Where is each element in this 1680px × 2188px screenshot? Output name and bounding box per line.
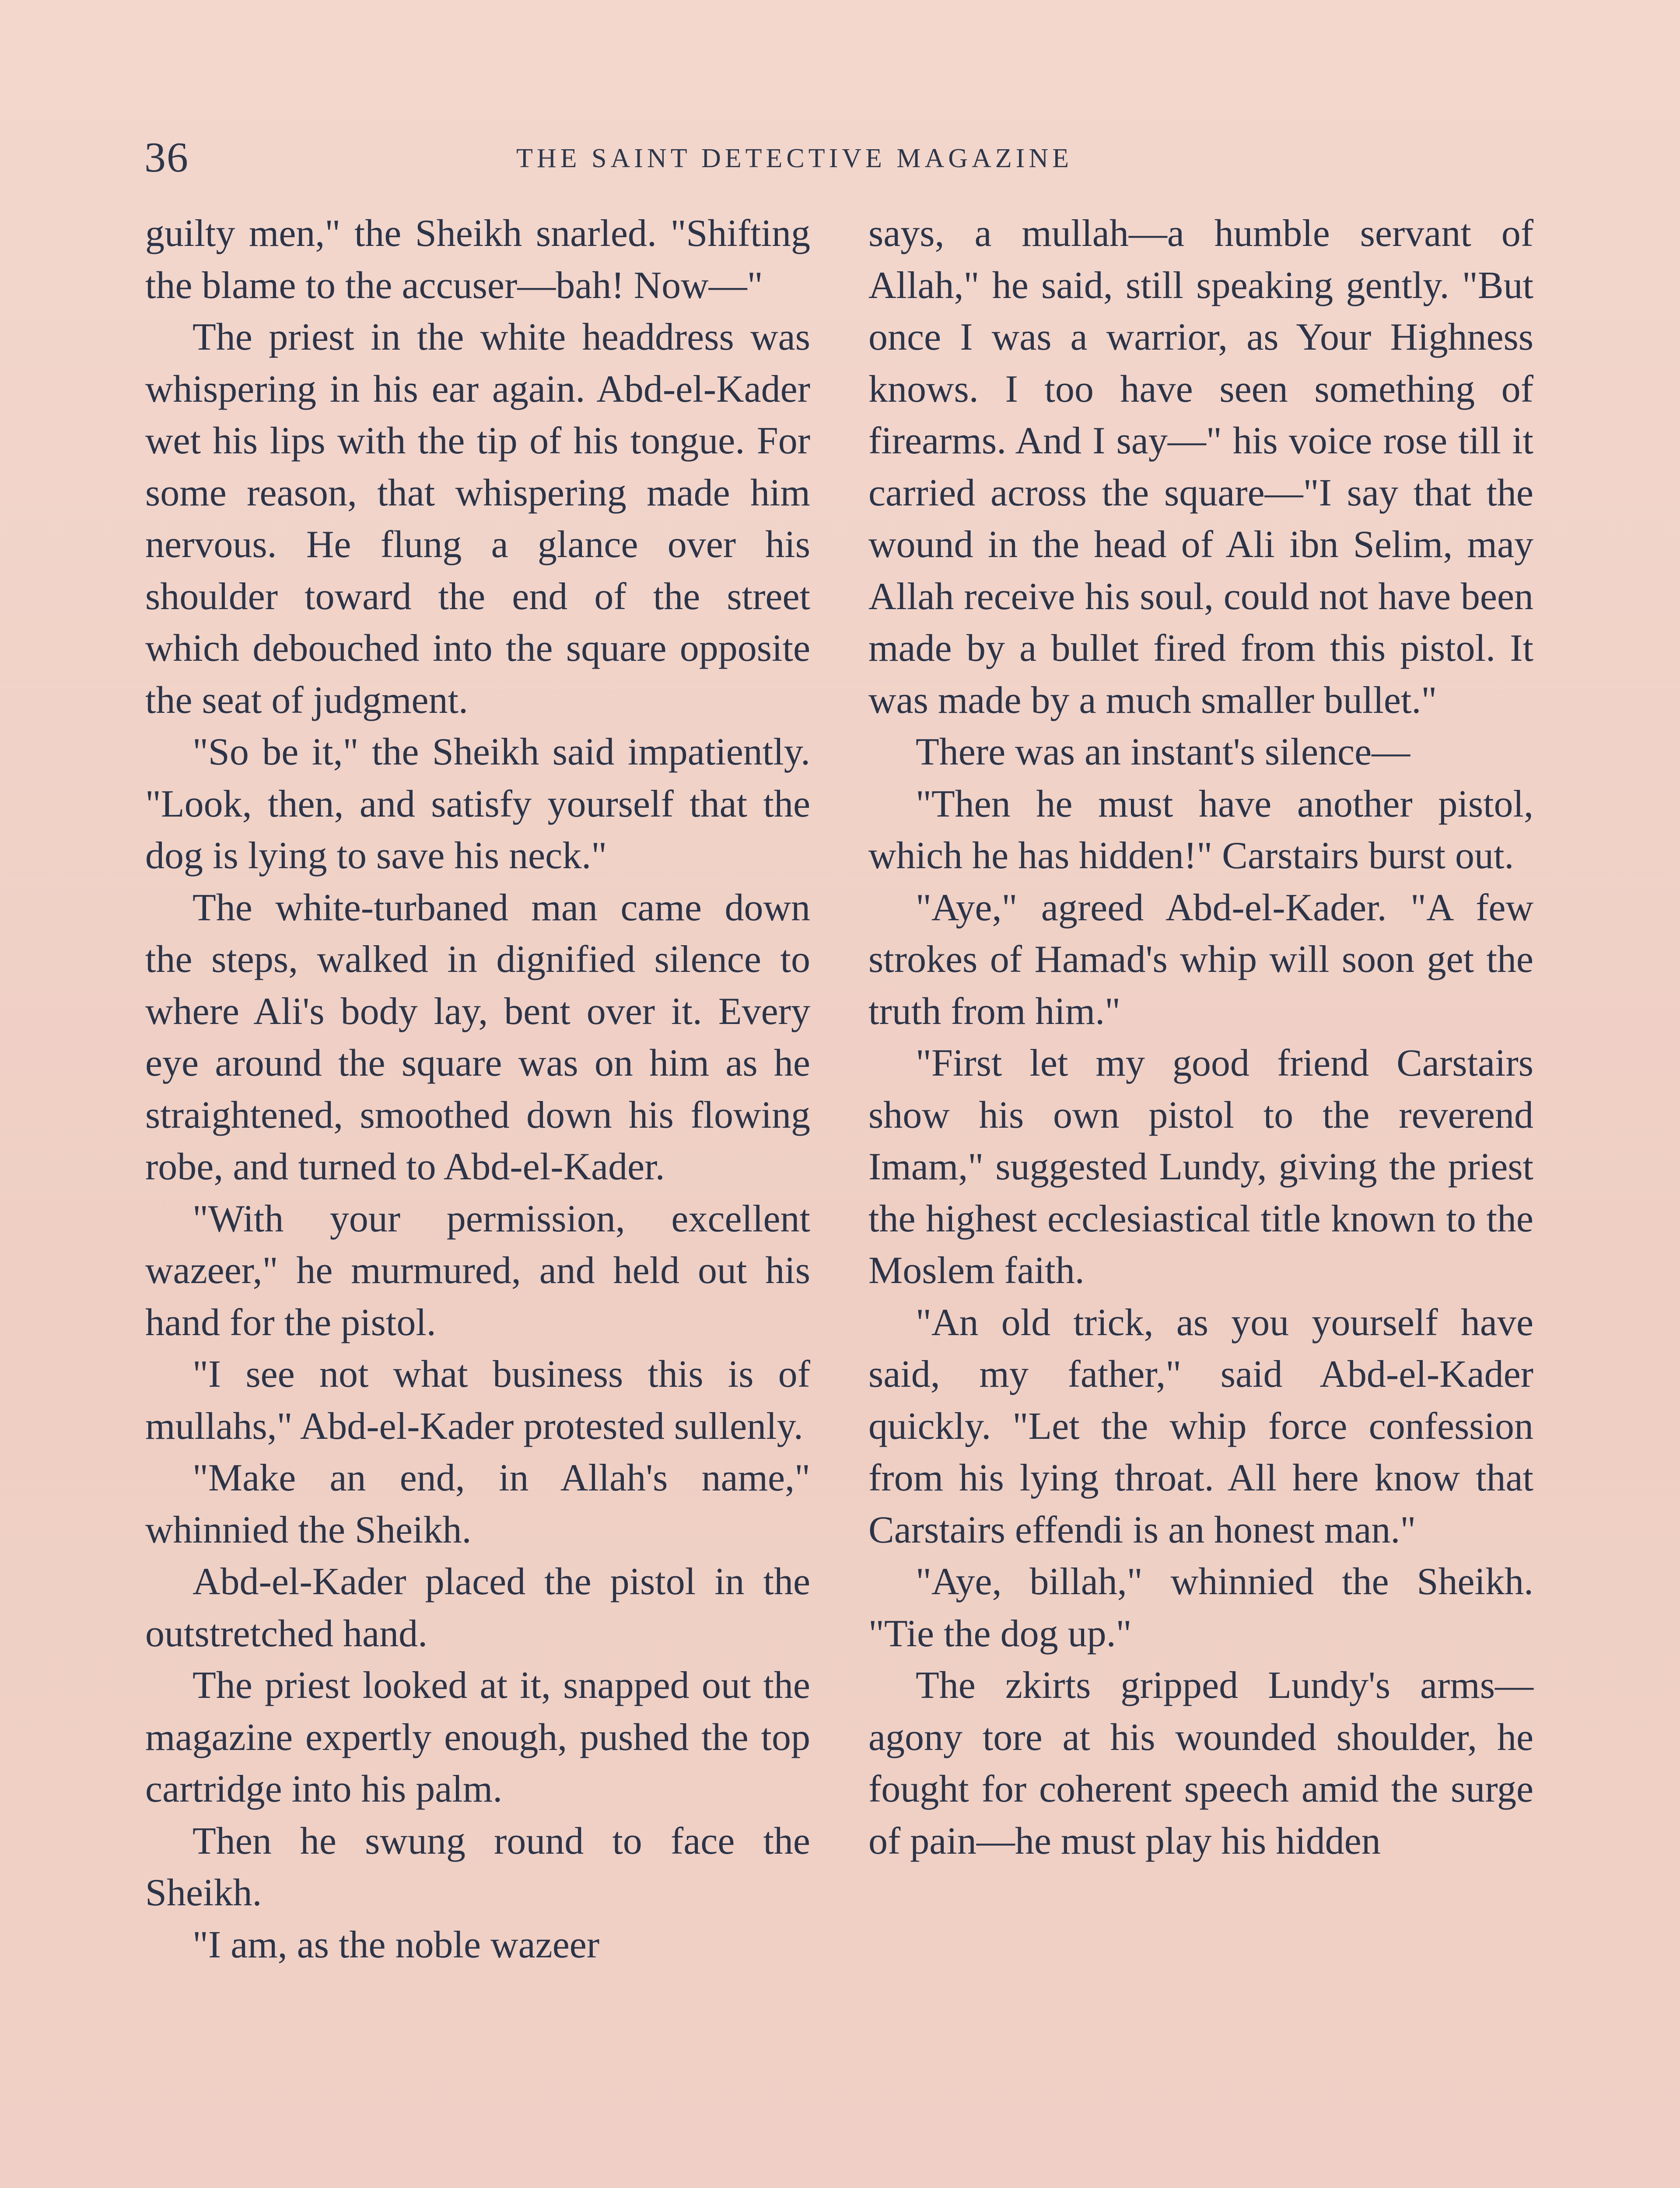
paragraph: Abd-el-Kader placed the pistol in the outstretched hand.	[145, 1560, 810, 1655]
paragraph: The zkirts gripped Lundy's arms—agony tore at his wounded shoulder, he fought for coherent speech amid the surge of pain—he must play his hidden	[868, 1664, 1533, 1862]
page-number: 36	[144, 134, 189, 181]
paragraph: "An old trick, as you yourself have said, my father," said Abd-el-Kader quickly. "Let the whip force confession from his lying throat. All here know that Carstairs effendi is an honest man."	[868, 1301, 1533, 1551]
page-header	[144, 131, 1544, 184]
paragraph: The priest looked at it, snapped out the magazine expertly enough, pushed the top cartridge into his palm.	[145, 1664, 810, 1810]
paragraph: "I see not what business this is of mullahs," Abd-el-Kader protested sullenly.	[145, 1353, 810, 1448]
magazine-title: THE SAINT DETECTIVE MAGAZINE	[516, 144, 1073, 173]
paragraph: There was an instant's silence—	[916, 731, 1410, 773]
paragraph: "Then he must have another pistol, which he has hidden!" Carstairs burst out.	[868, 782, 1533, 877]
left-text-column	[145, 208, 810, 1971]
paragraph: The white-turbaned man came down the steps, walked in dignified silence to where Ali's body lay, bent over it. Every eye around the square was on him as he straightened, smoothed down his flowing robe, and turned to Abd-el-Kader.	[145, 886, 810, 1188]
paragraph: guilty men," the Sheikh snarled. "Shifting the blame to the accuser—bah! Now—"	[145, 212, 810, 307]
right-text-column	[868, 208, 1533, 1867]
paragraph: Then he swung round to face the Sheikh.	[145, 1820, 810, 1914]
paragraph: "Aye," agreed Abd-el-Kader. "A few strokes of Hamad's whip will soon get the truth from him."	[868, 886, 1533, 1033]
paragraph: "So be it," the Sheikh said impatiently. "Look, then, and satisfy yourself that the dog is lying to save his neck."	[145, 731, 810, 877]
paragraph: says, a mullah—a humble servant of Allah," he said, still speaking gently. "But once I was a warrior, as Your Highness knows. I too have seen something of firearms. And I say—" his voice rose till it carried across the square—"I say that the wound in the head of Ali ibn Selim, may Allah receive his soul, could not have been made by a bullet fired from this pistol. It was made by a much smaller bullet."	[868, 212, 1533, 722]
paragraph: "With your permission, excellent wazeer," he murmured, and held out his hand for the pistol.	[145, 1197, 810, 1344]
paragraph: "First let my good friend Carstairs show his own pistol to the reverend Imam," suggested Lundy, giving the priest the highest ecclesiastical title known to the Moslem faith.	[868, 1042, 1533, 1292]
paragraph: "Aye, billah," whinnied the Sheikh. "Tie the dog up."	[868, 1560, 1533, 1655]
paragraph: The priest in the white headdress was whispering in his ear again. Abd-el-Kader wet his lips with the tip of his tongue. For some reason, that whispering made him nervous. He flung a glance over his shoulder toward the end of the street which debouched into the square opposite the seat of judgment.	[145, 316, 810, 722]
paragraph: "Make an end, in Allah's name," whinnied the Sheikh.	[145, 1457, 810, 1551]
paragraph: "I am, as the noble wazeer	[192, 1923, 600, 1966]
